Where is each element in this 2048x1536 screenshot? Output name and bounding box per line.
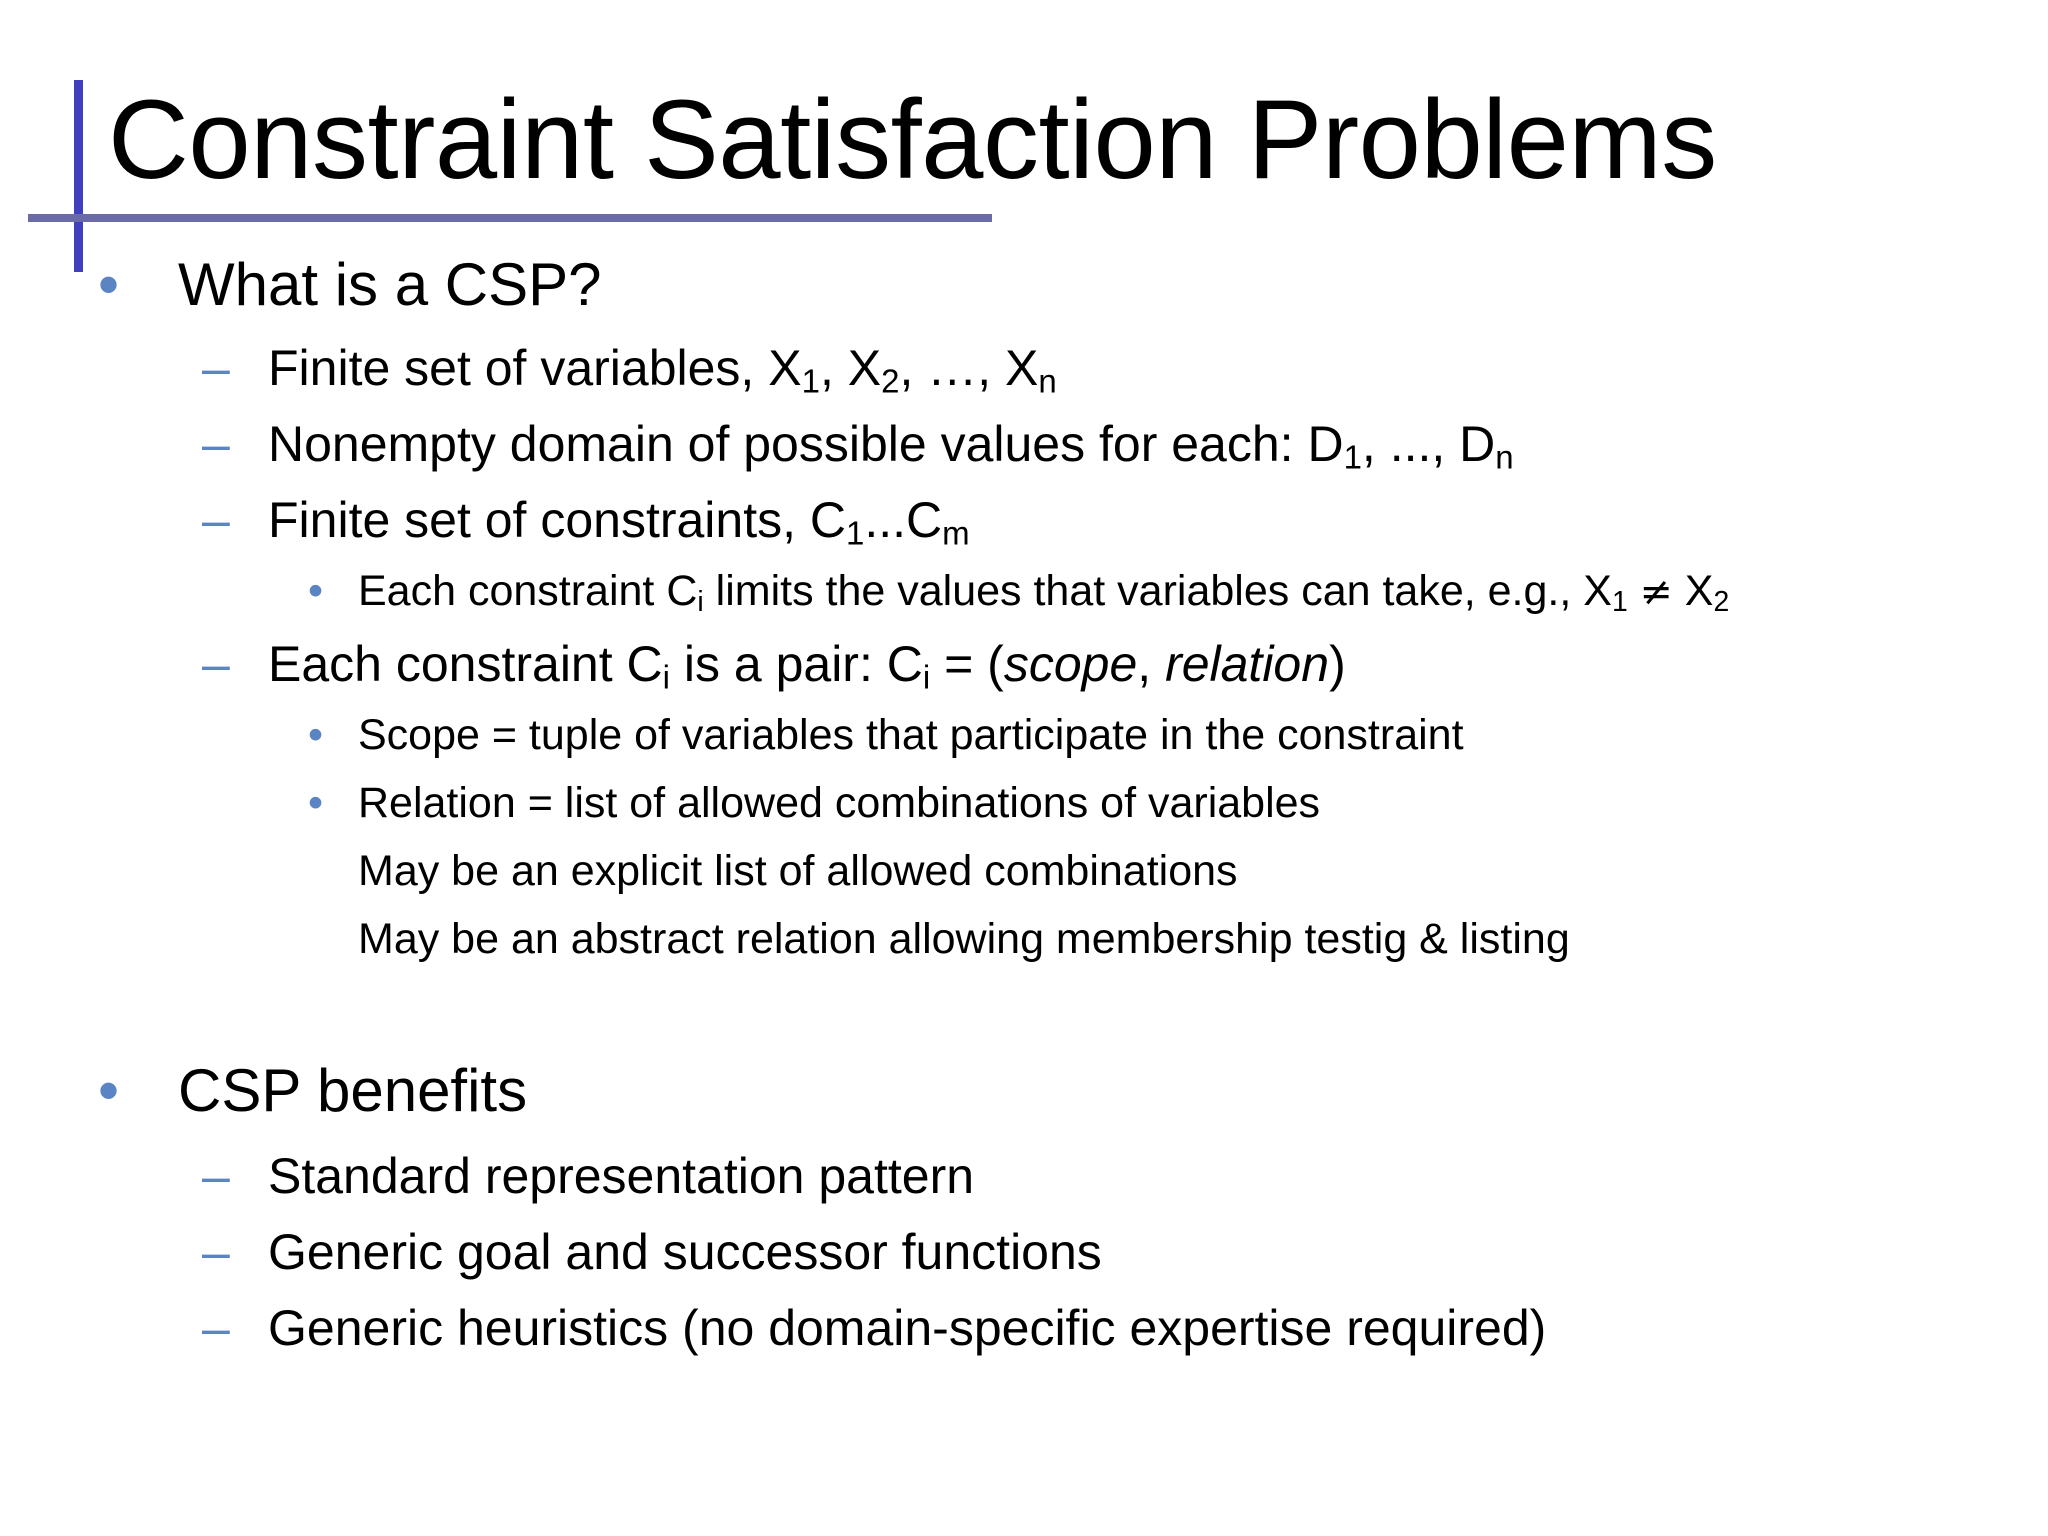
dash-icon: –: [202, 1148, 230, 1204]
item-relation-definition: Relation = list of allowed combinations of variables: [358, 779, 1321, 827]
title-accent-vertical-bar: [74, 80, 83, 272]
item-constraints: Finite set of constraints, $C_1...C_m$: [268, 492, 970, 552]
dash-icon: –: [202, 492, 230, 548]
benefit-item: Standard representation pattern: [268, 1148, 975, 1204]
item-scope-definition: Scope = tuple of variables that participate in the constraint: [358, 711, 1464, 759]
item-variables: Finite set of variables, $X_1$, $X_2$, …, $X_n$: [268, 340, 1057, 400]
bullet-dot-icon: •: [308, 711, 324, 759]
item-each-constraint-limits: Each constraint $C_i$ limits the values that variables can take, e.g., $X_1 \ne X_2$: [358, 567, 1730, 619]
bullet-dot-icon: •: [98, 1057, 120, 1124]
item-relation-abstract: May be an abstract relation allowing membership testig & listing: [358, 915, 1570, 963]
dash-icon: –: [202, 1224, 230, 1280]
dash-icon: –: [202, 1300, 230, 1356]
item-domain: Nonempty domain of possible values for each: $D_1$, ..., $D_n$: [268, 416, 1514, 476]
dash-icon: –: [202, 416, 230, 472]
dash-icon: –: [202, 636, 230, 692]
heading-csp-benefits: CSP benefits: [178, 1057, 528, 1124]
title-accent-underline: [28, 214, 992, 222]
item-relation-explicit: May be an explicit list of allowed combinations: [358, 847, 1238, 895]
benefit-item: Generic goal and successor functions: [268, 1224, 1102, 1280]
bullet-dot-icon: •: [308, 779, 324, 827]
heading-what-is-csp: What is a CSP?: [178, 251, 602, 318]
item-constraint-pair: Each constraint $C_i$ is a pair: $C_i$ = (scope, relation): [268, 636, 1346, 696]
slide-title: Constraint Satisfaction Problems: [108, 77, 1717, 202]
bullet-dot-icon: •: [308, 567, 324, 615]
bullet-dot-icon: •: [98, 251, 120, 318]
dash-icon: –: [202, 340, 230, 396]
benefit-item: Generic heuristics (no domain-specific expertise required): [268, 1300, 1547, 1356]
